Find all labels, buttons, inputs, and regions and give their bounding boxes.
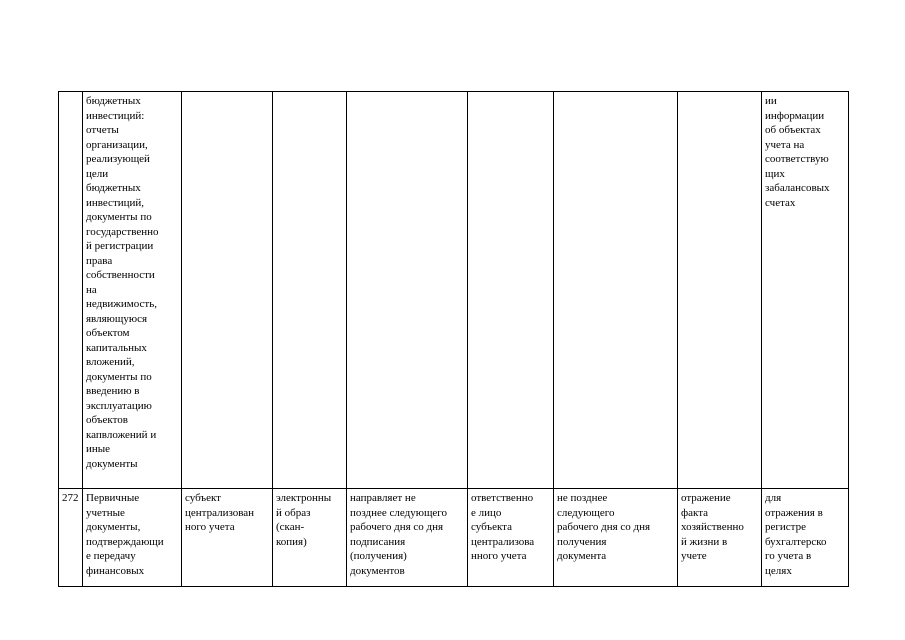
documents-cell [83, 489, 182, 587]
deadline-text: не позднее следующего рабочего дня со дня получения документа [557, 492, 651, 562]
table-row [59, 489, 849, 587]
table-row [59, 92, 849, 489]
content-text: отражение факта хозяйственно й жизни в учете [681, 492, 744, 562]
documents-text: бюджетных инвестиций: отчеты организации, реализующей цели бюджетных инвестиций, документы по государственно й регистрации права собственности на недвижимость, являющуюся объектом капитальных вложений, документы по введению в эксплуатацию объектов капвложений и иные документы [86, 95, 159, 470]
purpose-cell [762, 92, 849, 489]
content-cell [678, 92, 762, 489]
document-table [58, 91, 849, 587]
procedure-cell [347, 92, 468, 489]
procedure-text: направляет не позднее следующего рабочего дня со дня подписания (получения) документов [350, 492, 448, 577]
responsible-text: ответственно е лицо субъекта централизова нного учета [471, 492, 535, 562]
documents-text: Первичные учетные документы, подтверждающи е передачу финансовых [86, 492, 164, 577]
purpose-text: ии информации об объектах учета на соответствую щих забалансовых счетах [765, 95, 830, 209]
format-cell [273, 489, 347, 587]
responsible-cell [468, 489, 554, 587]
row-number-cell [59, 92, 83, 489]
responsible-cell [468, 92, 554, 489]
deadline-cell [554, 92, 678, 489]
procedure-cell [347, 489, 468, 587]
format-cell [273, 92, 347, 489]
format-text: электронны й образ (скан- копия) [276, 492, 332, 548]
who-forms-text: субъект централизован ного учета [185, 492, 255, 533]
row-number-cell [59, 489, 83, 587]
purpose-cell [762, 489, 849, 587]
who-forms-cell [182, 489, 273, 587]
row-number: 272 [62, 492, 79, 504]
content-cell [678, 489, 762, 587]
who-forms-cell [182, 92, 273, 489]
documents-cell [83, 92, 182, 489]
deadline-cell [554, 489, 678, 587]
purpose-text: для отражения в регистре бухгалтерско го учета в целях [765, 492, 827, 577]
